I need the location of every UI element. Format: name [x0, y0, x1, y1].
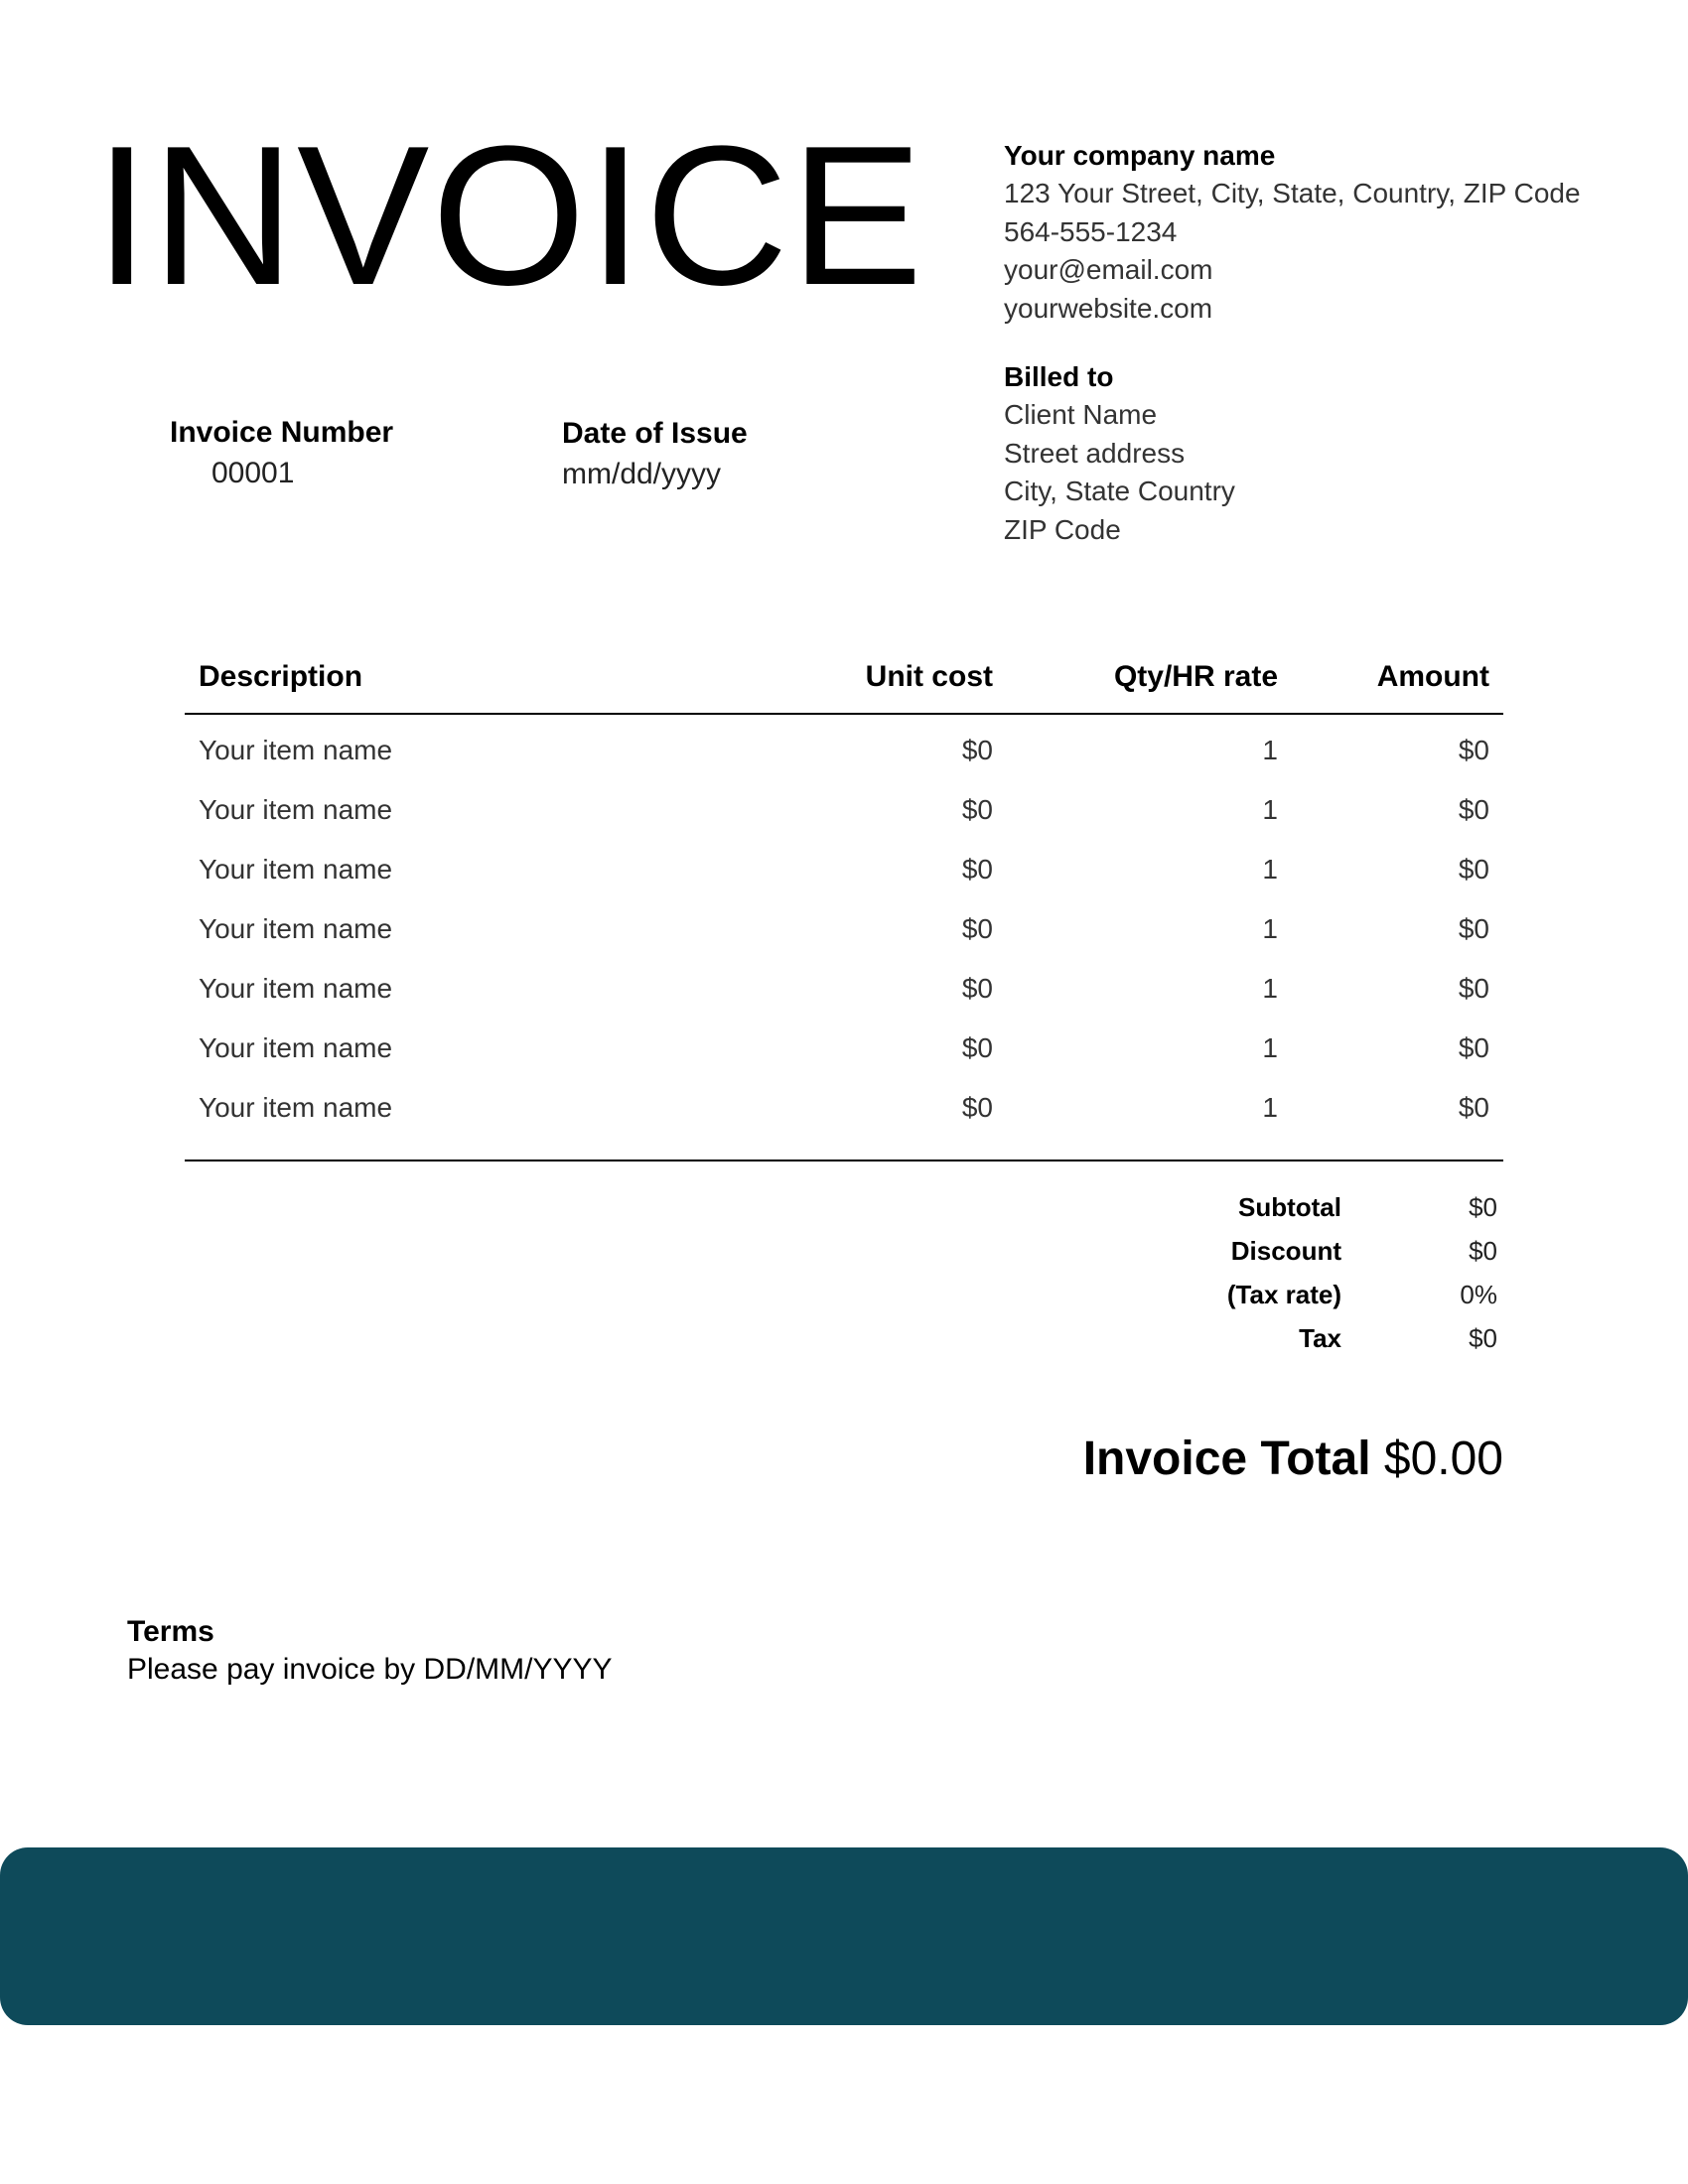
- discount-value: $0: [1469, 1236, 1497, 1266]
- item-description: Your item name: [199, 854, 393, 885]
- header-unit-cost: Unit cost: [865, 660, 993, 693]
- item-unit-cost: $0: [961, 1092, 993, 1123]
- item-amount: $0: [1458, 1032, 1489, 1063]
- item-amount: $0: [1458, 735, 1489, 765]
- item-qty: 1: [1262, 1092, 1278, 1123]
- invoice-total-label: Invoice Total: [1082, 1433, 1371, 1485]
- item-unit-cost: $0: [961, 794, 993, 825]
- invoice-number-value: 00001: [211, 457, 295, 489]
- date-of-issue-label: Date of Issue: [562, 417, 748, 450]
- table-row: [185, 899, 1503, 959]
- item-amount: $0: [1458, 913, 1489, 944]
- totals-block: [1092, 1183, 1503, 1358]
- item-qty: 1: [1262, 735, 1278, 765]
- footer-band: [0, 1847, 1688, 2025]
- client-street: Street address: [1004, 437, 1186, 469]
- client-zip: ZIP Code: [1004, 513, 1121, 545]
- tax-value: $0: [1469, 1323, 1497, 1353]
- header-amount: Amount: [1376, 660, 1489, 693]
- item-qty: 1: [1262, 794, 1278, 825]
- terms-label: Terms: [127, 1615, 214, 1648]
- invoice-number-label: Invoice Number: [170, 416, 394, 449]
- company-email: your@email.com: [1004, 254, 1213, 285]
- company-address: 123 Your Street, City, State, Country, ZIP Code: [1004, 178, 1581, 208]
- item-description: Your item name: [199, 1092, 393, 1123]
- item-description: Your item name: [199, 735, 393, 765]
- terms-text: Please pay invoice by DD/MM/YYYY: [127, 1653, 613, 1686]
- tax-rate-value: 0%: [1460, 1280, 1497, 1309]
- item-unit-cost: $0: [961, 854, 993, 885]
- item-amount: $0: [1458, 794, 1489, 825]
- invoice-title: INVOICE: [94, 105, 925, 327]
- item-unit-cost: $0: [961, 913, 993, 944]
- subtotal-value: $0: [1469, 1192, 1497, 1222]
- item-description: Your item name: [199, 913, 393, 944]
- item-amount: $0: [1458, 973, 1489, 1004]
- company-website: yourwebsite.com: [1004, 292, 1213, 324]
- tax-rate-row: [1092, 1271, 1503, 1314]
- table-row: [185, 1078, 1503, 1138]
- tax-rate-label: (Tax rate): [1226, 1280, 1341, 1309]
- item-unit-cost: $0: [961, 973, 993, 1004]
- item-unit-cost: $0: [961, 735, 993, 765]
- header-description: Description: [199, 660, 363, 693]
- table-row: [185, 721, 1503, 780]
- company-name: Your company name: [1004, 140, 1276, 171]
- company-phone: 564-555-1234: [1004, 215, 1178, 247]
- item-qty: 1: [1262, 973, 1278, 1004]
- discount-row: [1092, 1227, 1503, 1271]
- header-qty: Qty/HR rate: [1113, 660, 1278, 693]
- client-name: Client Name: [1004, 399, 1158, 430]
- item-unit-cost: $0: [961, 1032, 993, 1063]
- item-qty: 1: [1262, 913, 1278, 944]
- discount-label: Discount: [1230, 1236, 1341, 1266]
- item-description: Your item name: [199, 794, 393, 825]
- item-description: Your item name: [199, 1032, 393, 1063]
- table-header: [185, 650, 1503, 715]
- billed-to-label: Billed to: [1004, 361, 1114, 392]
- table-row: [185, 1019, 1503, 1078]
- billed-to: [1004, 358, 1639, 549]
- line-items-table: [185, 650, 1503, 1161]
- item-qty: 1: [1262, 1032, 1278, 1063]
- invoice-total: [1083, 1432, 1503, 1487]
- invoice-total-value: $0.00: [1383, 1433, 1503, 1485]
- tax-label: Tax: [1299, 1323, 1341, 1353]
- table-row: [185, 780, 1503, 840]
- company-info: [1004, 137, 1639, 328]
- table-row: [185, 959, 1503, 1019]
- item-amount: $0: [1458, 1092, 1489, 1123]
- tax-row: [1092, 1314, 1503, 1358]
- table-body: [185, 721, 1503, 1161]
- item-description: Your item name: [199, 973, 393, 1004]
- subtotal-row: [1092, 1183, 1503, 1227]
- item-qty: 1: [1262, 854, 1278, 885]
- subtotal-label: Subtotal: [1238, 1192, 1341, 1222]
- date-of-issue-value: mm/dd/yyyy: [562, 458, 722, 490]
- item-amount: $0: [1458, 854, 1489, 885]
- table-row: [185, 840, 1503, 899]
- client-city: City, State Country: [1004, 476, 1235, 506]
